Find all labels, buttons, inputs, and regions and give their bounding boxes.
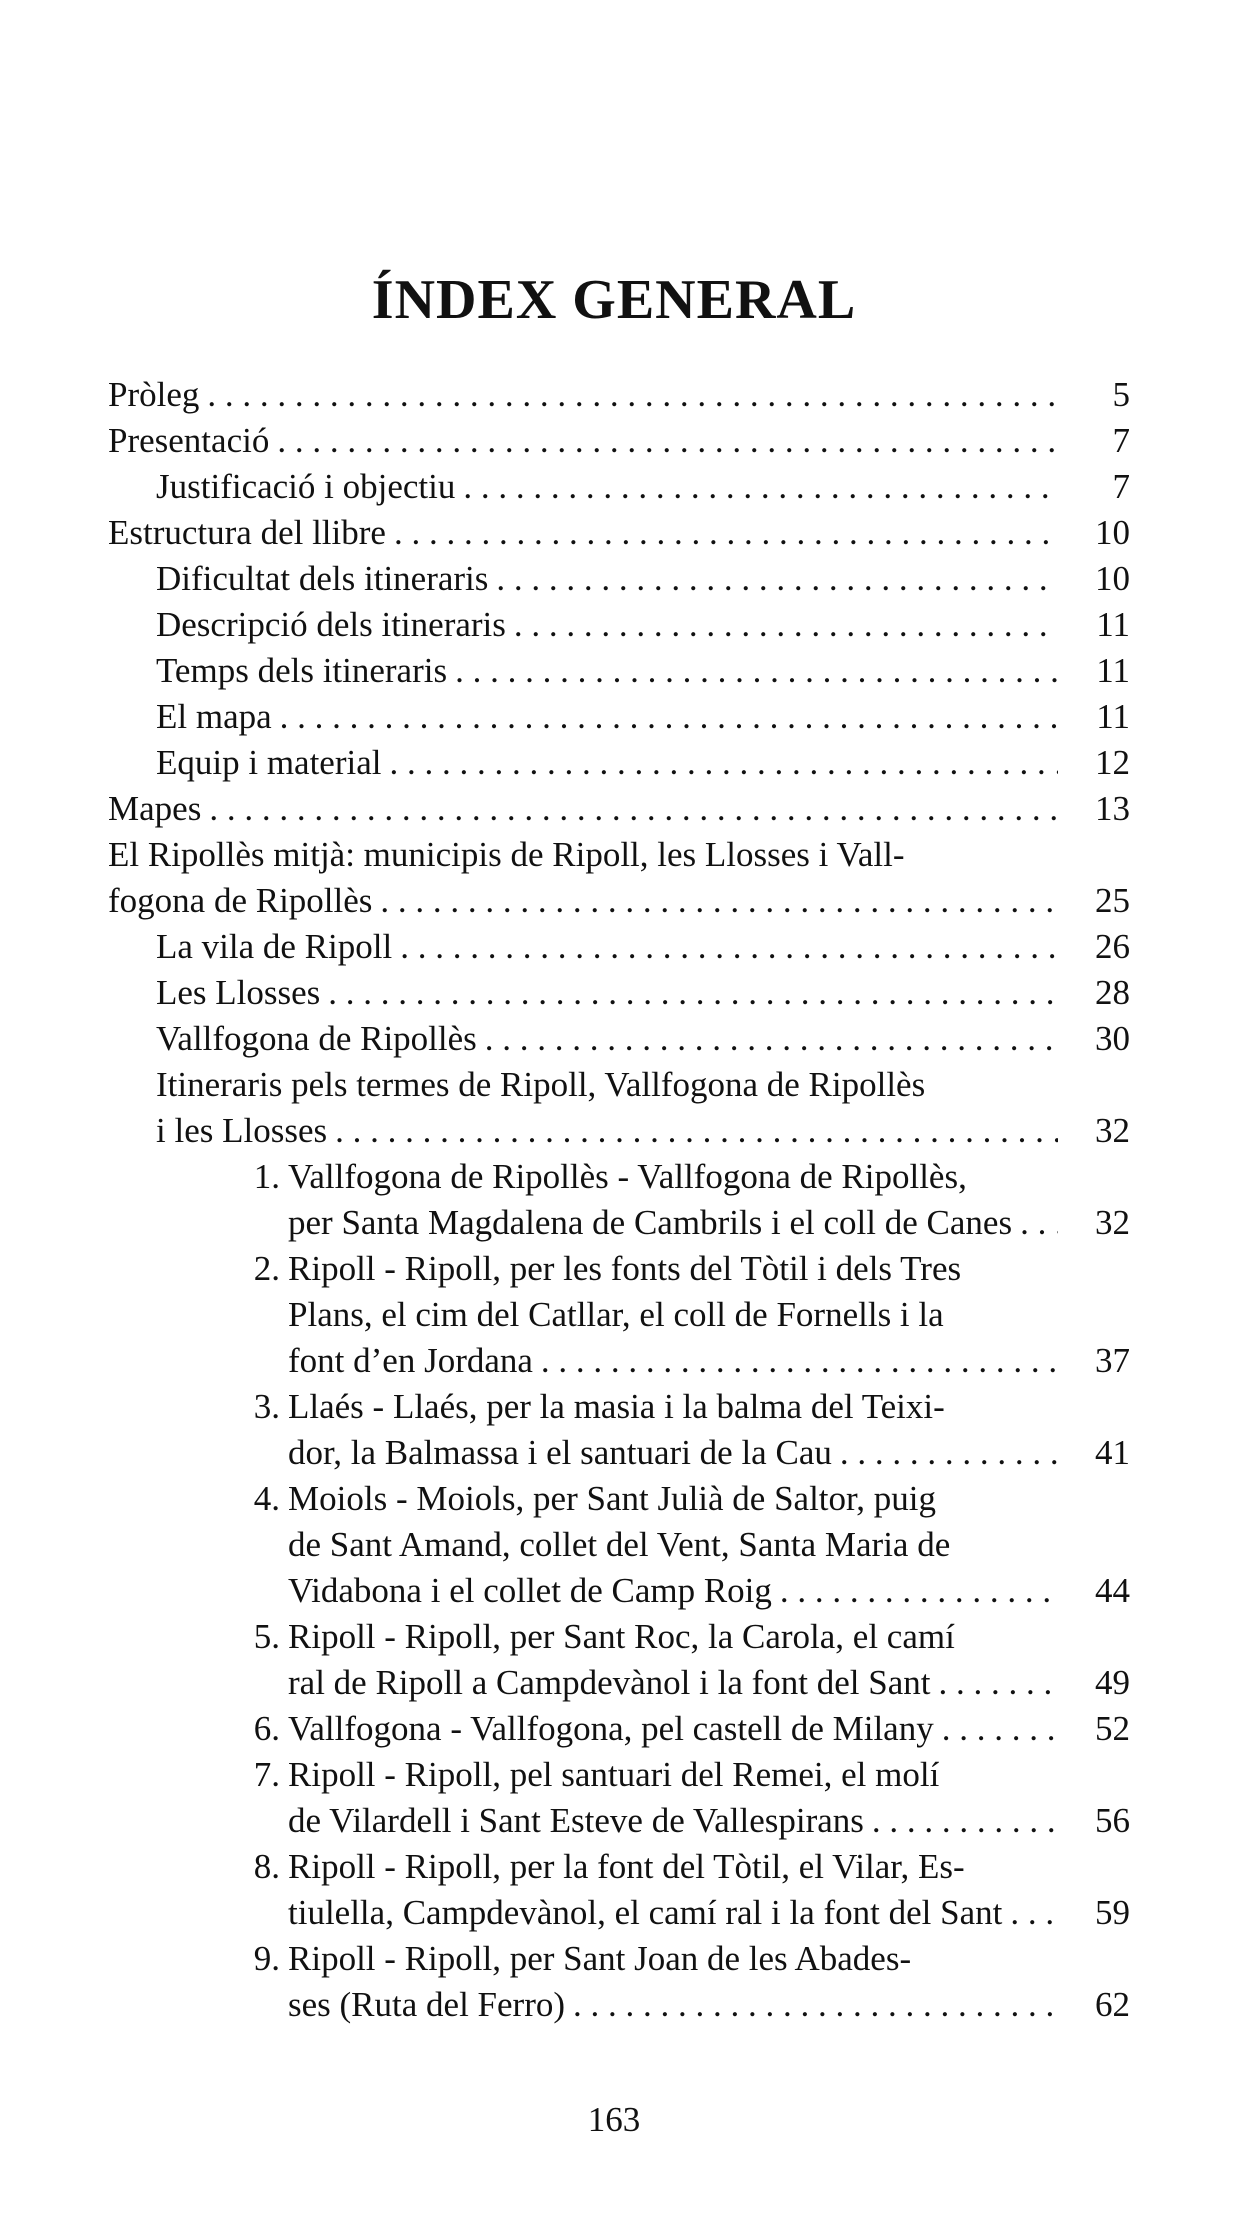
dot-leader: [280, 694, 1058, 740]
dot-leader: [209, 786, 1058, 832]
toc-entry-text: Ripoll - Ripoll, per Sant Roc, la Carola, el camí: [288, 1617, 955, 1656]
toc-entry-text: Presentació: [108, 421, 270, 460]
toc-entry[interactable]: [108, 1246, 1130, 1384]
toc-entry-page: 10: [1095, 559, 1130, 598]
toc-entry-text: Itineraris pels termes de Ripoll, Vallfogona de Ripollès: [156, 1065, 926, 1104]
toc-entry[interactable]: [108, 1016, 1130, 1062]
toc-entry-page: 11: [1096, 605, 1130, 644]
toc-entry-text: fogona de Ripollès: [108, 881, 373, 920]
dot-leader: [942, 1706, 1058, 1752]
toc-entry-text: Pròleg: [108, 375, 200, 414]
toc-entry[interactable]: [108, 1062, 1130, 1154]
toc-entry-text: Moiols - Moiols, per Sant Julià de Saltor, puig: [288, 1479, 937, 1518]
toc-entry[interactable]: [108, 602, 1130, 648]
toc-entry-number: 4.: [253, 1479, 280, 1518]
toc-entry-page: 41: [1095, 1433, 1130, 1472]
dot-leader: [780, 1568, 1058, 1614]
dot-leader: [207, 372, 1058, 418]
toc-entry-text: Estructura del llibre: [108, 513, 386, 552]
toc-entry-number: 3.: [253, 1387, 280, 1426]
toc-entry-page: 7: [1112, 467, 1130, 506]
toc-entry[interactable]: [108, 1476, 1130, 1614]
toc-entry-text: La vila de Ripoll: [156, 927, 393, 966]
toc-entry-text: Plans, el cim del Catllar, el coll de Fornells i la: [288, 1295, 944, 1334]
toc-entry-page: 12: [1095, 743, 1130, 782]
toc-entry-text: Dificultat dels itineraris: [156, 559, 489, 598]
toc-entry-page: 59: [1095, 1893, 1130, 1932]
toc-entry[interactable]: [108, 786, 1130, 832]
toc-entry[interactable]: [108, 1154, 1130, 1246]
dot-leader: [541, 1338, 1058, 1384]
toc-entry-text: dor, la Balmassa i el santuari de la Cau: [288, 1433, 832, 1472]
page-title: ÍNDEX GENERAL: [371, 269, 857, 331]
toc-entry-page: 11: [1096, 651, 1130, 690]
toc-entry-page: 56: [1095, 1801, 1130, 1840]
dot-leader: [328, 970, 1058, 1016]
toc-entry-text: El mapa: [156, 697, 272, 736]
dot-leader: [485, 1016, 1058, 1062]
toc-entry-text: El Ripollès mitjà: municipis de Ripoll, les Llosses i Vall-: [108, 835, 905, 874]
toc-entry[interactable]: [108, 1614, 1130, 1706]
dot-leader: [496, 556, 1058, 602]
toc-entry[interactable]: [108, 1936, 1130, 2028]
dot-leader: [455, 648, 1058, 694]
toc-entry-text: Les Llosses: [156, 973, 321, 1012]
toc-entry-text: Vallfogona de Ripollès - Vallfogona de Ripollès,: [288, 1157, 967, 1196]
toc-entry-number: 7.: [253, 1755, 280, 1794]
toc-entry-page: 52: [1095, 1709, 1130, 1748]
table-of-contents: [108, 372, 1130, 2028]
toc-entry-number: 6.: [253, 1709, 280, 1748]
toc-entry-text: font d’en Jordana: [288, 1341, 533, 1380]
dot-leader: [1020, 1200, 1058, 1246]
toc-entry[interactable]: [108, 464, 1130, 510]
toc-entry-text: Temps dels itineraris: [156, 651, 448, 690]
toc-entry-text: Descripció dels itineraris: [156, 605, 506, 644]
toc-entry-text: Mapes: [108, 789, 202, 828]
toc-entry-page: 49: [1095, 1663, 1130, 1702]
toc-entry[interactable]: [108, 1384, 1130, 1476]
toc-entry-text: Ripoll - Ripoll, per la font del Tòtil, el Vilar, Es-: [288, 1847, 965, 1886]
dot-leader: [1010, 1890, 1058, 1936]
toc-entry-text: Vidabona i el collet de Camp Roig: [288, 1571, 772, 1610]
toc-entry-page: 32: [1095, 1111, 1130, 1150]
toc-entry[interactable]: [108, 832, 1130, 924]
toc-entry-text: Justificació i objectiu: [156, 467, 456, 506]
toc-entry-text: Ripoll - Ripoll, per les fonts del Tòtil i dels Tres: [288, 1249, 962, 1288]
toc-entry-number: 5.: [253, 1617, 280, 1656]
toc-entry-text: ral de Ripoll a Campdevànol i la font del Sant: [288, 1663, 931, 1702]
toc-entry[interactable]: [108, 510, 1130, 556]
toc-entry-page: 44: [1095, 1571, 1130, 1610]
toc-entry-page: 62: [1095, 1985, 1130, 2024]
toc-entry[interactable]: [108, 648, 1130, 694]
toc-entry-text: de Sant Amand, collet del Vent, Santa Maria de: [288, 1525, 951, 1564]
dot-leader: [389, 740, 1058, 786]
toc-entry-page: 7: [1112, 421, 1130, 460]
dot-leader: [514, 602, 1058, 648]
toc-entry-number: 9.: [253, 1939, 280, 1978]
dot-leader: [400, 924, 1058, 970]
toc-entry-text: tiulella, Campdevànol, el camí ral i la font del Sant: [288, 1893, 1003, 1932]
toc-entry-page: 26: [1095, 927, 1130, 966]
toc-entry-text: per Santa Magdalena de Cambrils i el coll de Canes: [288, 1203, 1013, 1242]
toc-entry-page: 32: [1095, 1203, 1130, 1242]
toc-entry-page: 11: [1096, 697, 1130, 736]
toc-entry-number: 8.: [253, 1847, 280, 1886]
toc-entry-text: de Vilardell i Sant Esteve de Vallespirans: [288, 1801, 864, 1840]
toc-entry[interactable]: [108, 694, 1130, 740]
dot-leader: [335, 1108, 1058, 1154]
dot-leader: [463, 464, 1058, 510]
dot-leader: [394, 510, 1058, 556]
toc-entry[interactable]: [108, 924, 1130, 970]
dot-leader: [277, 418, 1058, 464]
toc-entry-page: 30: [1095, 1019, 1130, 1058]
toc-entry-page: 25: [1095, 881, 1130, 920]
page-number: 163: [587, 2100, 641, 2139]
toc-entry[interactable]: [108, 740, 1130, 786]
toc-entry[interactable]: [108, 1706, 1130, 1752]
toc-entry[interactable]: [108, 556, 1130, 602]
dot-leader: [573, 1982, 1058, 2028]
toc-entry-page: 13: [1095, 789, 1130, 828]
toc-entry-text: Equip i material: [156, 743, 382, 782]
dot-leader: [872, 1798, 1058, 1844]
toc-entry-text: ses (Ruta del Ferro): [288, 1985, 566, 2024]
toc-entry[interactable]: [108, 1844, 1130, 1936]
toc-entry-number: 1.: [253, 1157, 280, 1196]
toc-entry[interactable]: [108, 970, 1130, 1016]
dot-leader: [939, 1660, 1059, 1706]
toc-entry-text: Vallfogona - Vallfogona, pel castell de Milany: [288, 1709, 934, 1748]
toc-entry[interactable]: [108, 418, 1130, 464]
toc-entry-text: Ripoll - Ripoll, per Sant Joan de les Abades-: [288, 1939, 912, 1978]
dot-leader: [840, 1430, 1058, 1476]
toc-entry-page: 28: [1095, 973, 1130, 1012]
dot-leader: [380, 878, 1058, 924]
toc-entry-text: i les Llosses: [156, 1111, 328, 1150]
toc-entry[interactable]: [108, 1752, 1130, 1844]
toc-entry-number: 2.: [253, 1249, 280, 1288]
toc-entry-page: 5: [1112, 375, 1130, 414]
toc-entry-page: 37: [1095, 1341, 1130, 1380]
toc-entry[interactable]: [108, 372, 1130, 418]
toc-entry-page: 10: [1095, 513, 1130, 552]
toc-entry-text: Vallfogona de Ripollès: [156, 1019, 477, 1058]
toc-entry-text: Llaés - Llaés, per la masia i la balma del Teixi-: [288, 1387, 945, 1426]
toc-entry-text: Ripoll - Ripoll, pel santuari del Remei, el molí: [288, 1755, 940, 1794]
